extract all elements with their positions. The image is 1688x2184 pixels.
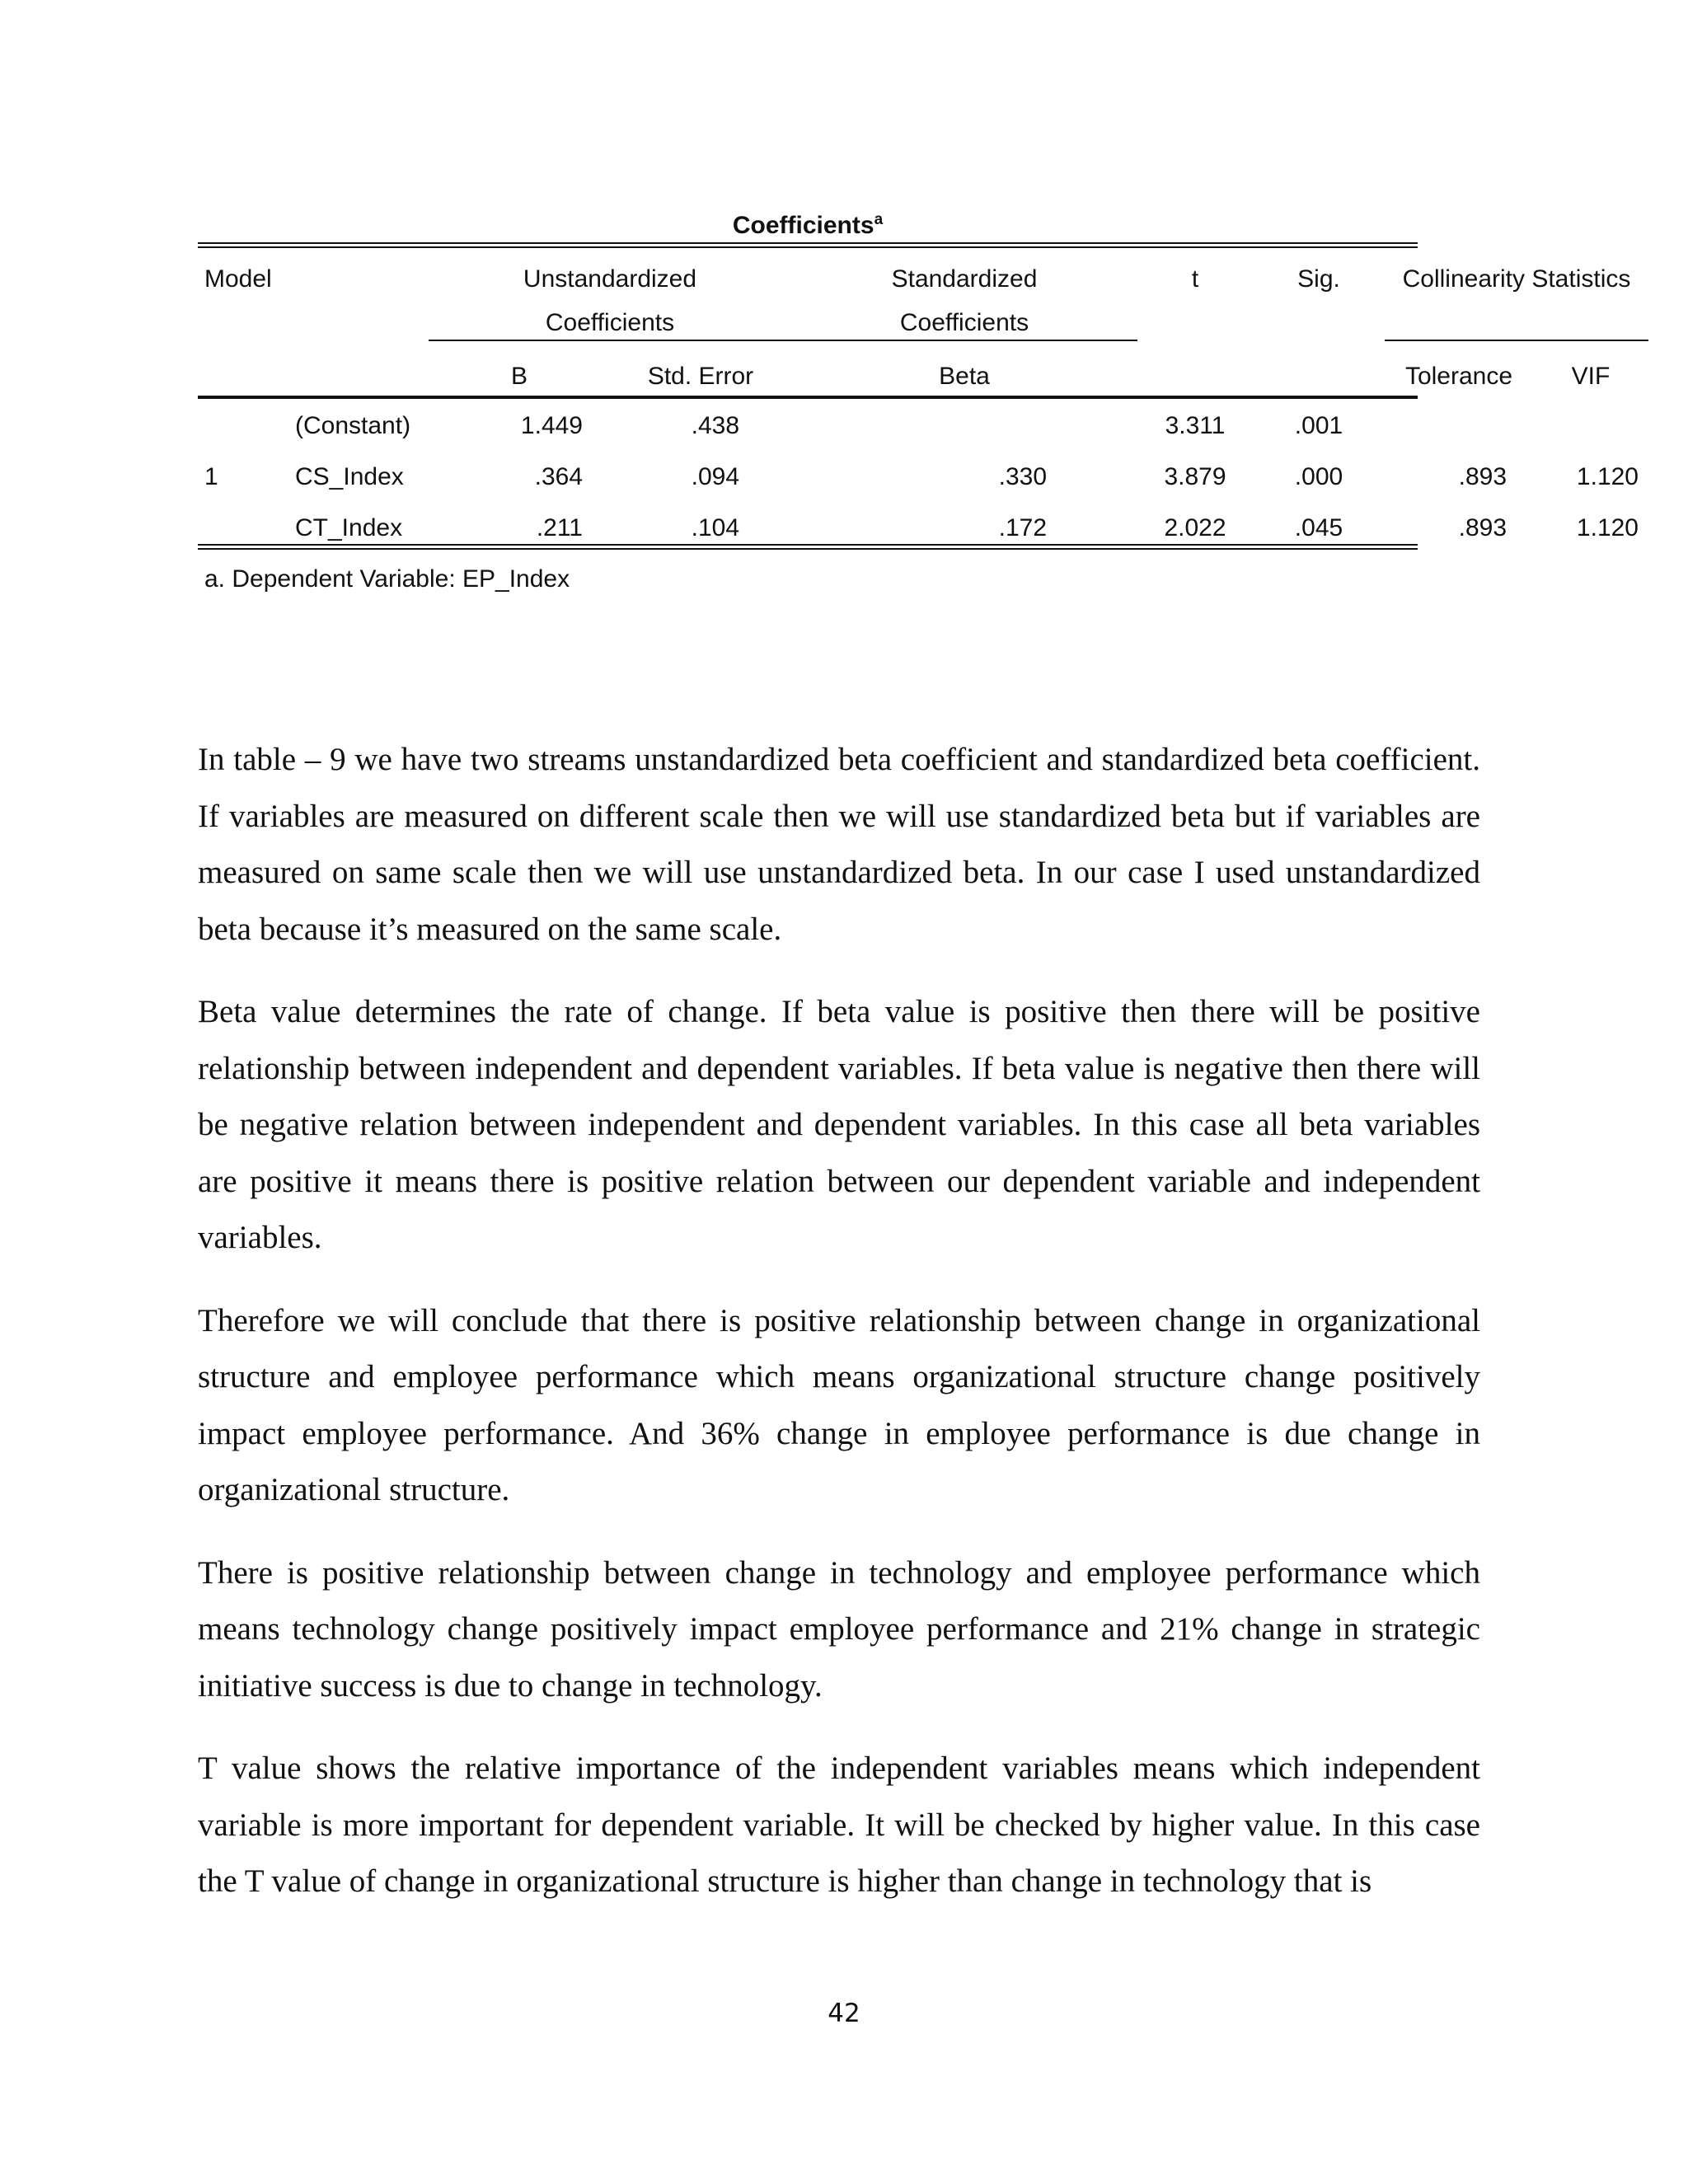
- cell-std-error: .438: [691, 412, 739, 439]
- collinearity-subheader-rule: [1385, 340, 1648, 341]
- row-name: CT_Index: [295, 514, 403, 541]
- header-beta: Beta: [939, 363, 990, 390]
- header-bottom-rule: [198, 396, 1418, 399]
- table-title-text: Coefficients: [732, 212, 874, 239]
- header-tolerance: Tolerance: [1404, 363, 1513, 390]
- cell-sig: .000: [1294, 463, 1343, 490]
- table-title-superscript: a: [874, 211, 884, 228]
- cell-beta: .330: [998, 463, 1047, 490]
- header-b: B: [510, 363, 528, 390]
- header-collinearity-statistics: Collinearity Statistics: [1402, 265, 1631, 293]
- header-sig: Sig.: [1297, 265, 1340, 293]
- header-unstandardized-coefficients: Coefficients: [545, 309, 675, 336]
- row-name: CS_Index: [295, 463, 404, 490]
- cell-t: 3.879: [1164, 463, 1226, 490]
- cell-vif: 1.120: [1576, 514, 1639, 541]
- header-standardized-coefficients: Coefficients: [899, 309, 1029, 336]
- header-standardized: Standardized: [891, 265, 1038, 293]
- table-bottom-rule: [198, 544, 1418, 550]
- header-unstandardized: Unstandardized: [523, 265, 697, 293]
- paragraph-4: There is positive relationship between change in technology and employee performance which means technology change positively impact employee performance and 21% change in strategic initiative success is due to change in technology.: [198, 1554, 1480, 1704]
- cell-sig: .001: [1294, 412, 1343, 439]
- cell-b: .211: [536, 514, 583, 541]
- row-name: (Constant): [295, 412, 411, 439]
- cell-tolerance: .893: [1458, 463, 1507, 490]
- cell-t: 2.022: [1164, 514, 1226, 541]
- coefficients-subheader-rule: [429, 340, 1137, 341]
- model-number: 1: [204, 463, 218, 490]
- page-number: 42: [828, 1999, 860, 2028]
- cell-std-error: .104: [691, 514, 739, 541]
- paragraph-5: T value shows the relative importance of the independent variables means which independent variable is more important for dependent variable. It will be checked by higher value. In this case the T value of change in organizational structure is higher than change in technology that is: [198, 1750, 1480, 1899]
- table-top-rule: [198, 242, 1418, 248]
- cell-beta: .172: [998, 514, 1047, 541]
- header-model: Model: [204, 265, 272, 293]
- cell-sig: .045: [1294, 514, 1343, 541]
- paragraph-3: Therefore we will conclude that there is positive relationship between change in organizational structure and employee performance which means organizational structure change positively impact employee performance. And 36% change in employee performance is due change in organizational structure.: [198, 1302, 1480, 1507]
- header-vif: VIF: [1571, 363, 1611, 390]
- cell-b: 1.449: [520, 412, 583, 439]
- paragraph-1: In table – 9 we have two streams unstandardized beta coefficient and standardized beta coefficient. If variables are measured on different scale then we will use standardized beta but if variables are measured on same scale then we will use unstandardized beta. In our case I used unstandardized beta because it’s measured on the same scale.: [198, 742, 1480, 947]
- cell-std-error: .094: [691, 463, 739, 490]
- cell-vif: 1.120: [1576, 463, 1639, 490]
- paragraph-2: Beta value determines the rate of change. If beta value is positive then there will be positive relationship between independent and dependent variables. If beta value is negative then there will be negative relation between independent and dependent variables. In this case all beta variables are positive it means there is positive relation between our dependent variable and independent variables.: [198, 994, 1480, 1255]
- cell-t: 3.311: [1165, 412, 1226, 439]
- table-footnote: a. Dependent Variable: EP_Index: [204, 565, 570, 593]
- header-std-error: Std. Error: [647, 363, 754, 390]
- table-title: [198, 206, 1418, 240]
- cell-b: .364: [534, 463, 583, 490]
- body-text: [198, 732, 1480, 1937]
- cell-tolerance: .893: [1458, 514, 1507, 541]
- header-t: t: [1191, 265, 1199, 293]
